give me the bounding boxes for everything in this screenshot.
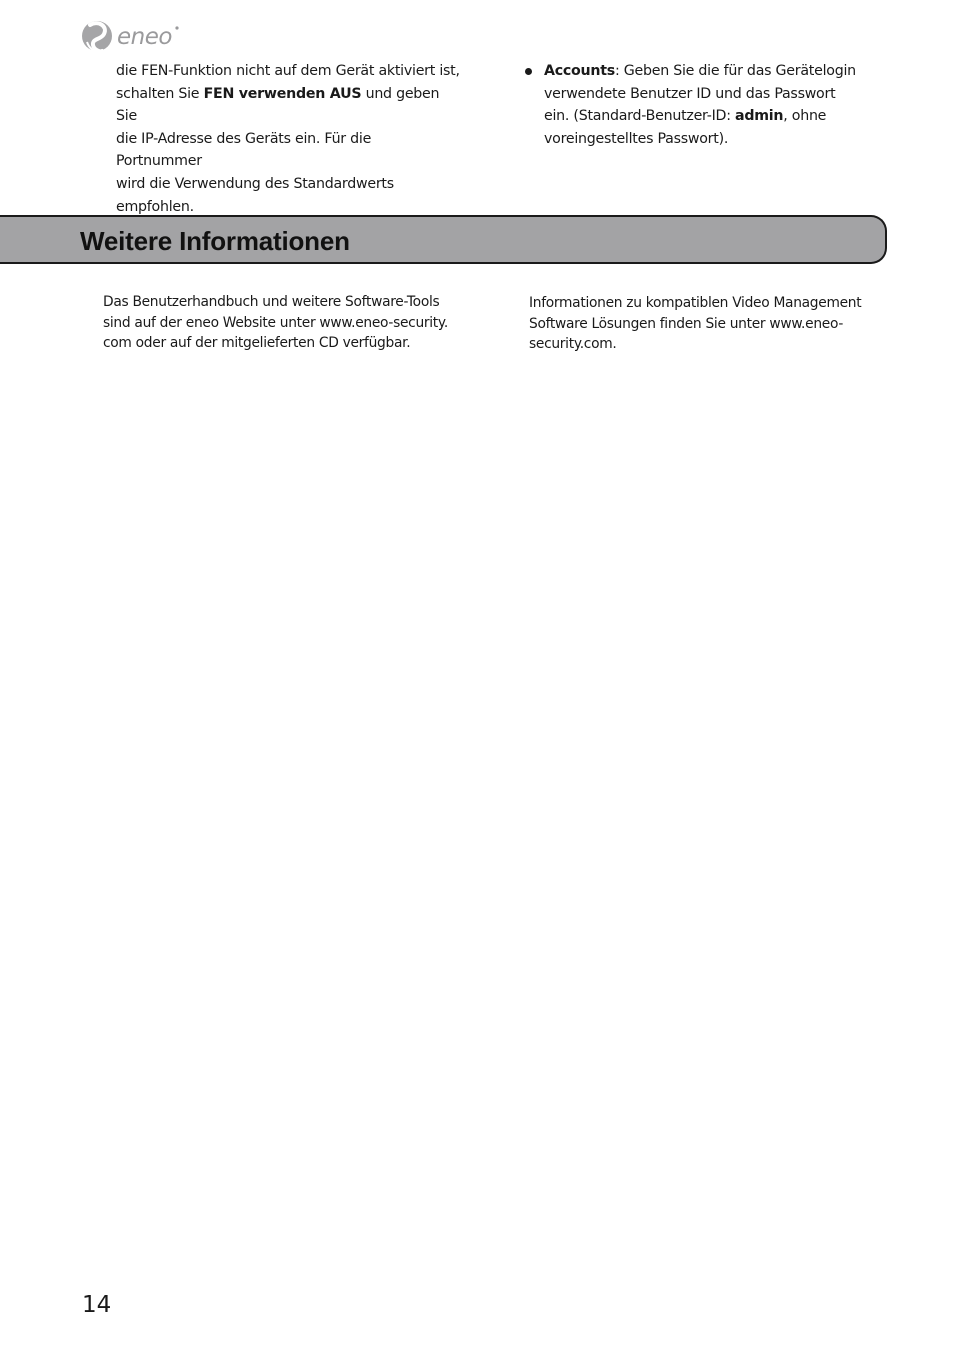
text-line: die FEN-Funktion nicht auf dem Gerät aktiviert ist, <box>116 63 460 79</box>
text-line: Accounts: Geben Sie die für das Gerätelogin <box>544 63 856 79</box>
text-line: schalten Sie FEN verwenden AUS und geben Sie <box>116 85 440 125</box>
text-line: Informationen zu kompatiblen Video Management <box>529 295 862 311</box>
left-paragraph <box>103 292 463 354</box>
section-title: Weitere Informationen <box>80 226 350 256</box>
text-line: sind auf der eneo Website unter www.eneo-security. <box>103 314 448 331</box>
text-line: die IP-Adresse des Geräts ein. Für die Portnummer <box>116 130 372 170</box>
text-line: Das Benutzerhandbuch und weitere Software-Tools <box>103 294 440 310</box>
page-number: 14 <box>82 1292 112 1318</box>
text-line: wird die Verwendung des Standardwerts <box>116 175 394 192</box>
text-line: ein. (Standard-Benutzer-ID: admin, ohne <box>544 108 827 125</box>
bullet-text <box>544 60 864 150</box>
bullet-icon <box>525 68 532 75</box>
bold-term: FEN verwenden AUS <box>203 85 362 102</box>
bold-term: Accounts <box>544 63 615 79</box>
right-paragraph <box>529 293 889 355</box>
text-line: security.com. <box>529 336 617 352</box>
eneo-logo <box>80 16 190 58</box>
logo-text: eneo <box>117 24 172 50</box>
text-line: verwendete Benutzer ID und das Passwort <box>544 85 836 102</box>
bold-term: admin <box>735 108 784 125</box>
text-line: com oder auf der mitgelieferten CD verfügbar. <box>103 335 411 351</box>
text-line: voreingestelltes Passwort). <box>544 130 729 147</box>
text-line: Software Lösungen finden Sie unter www.eneo- <box>529 315 844 332</box>
top-left-text <box>116 60 461 218</box>
text-line: empfohlen. <box>116 198 194 215</box>
